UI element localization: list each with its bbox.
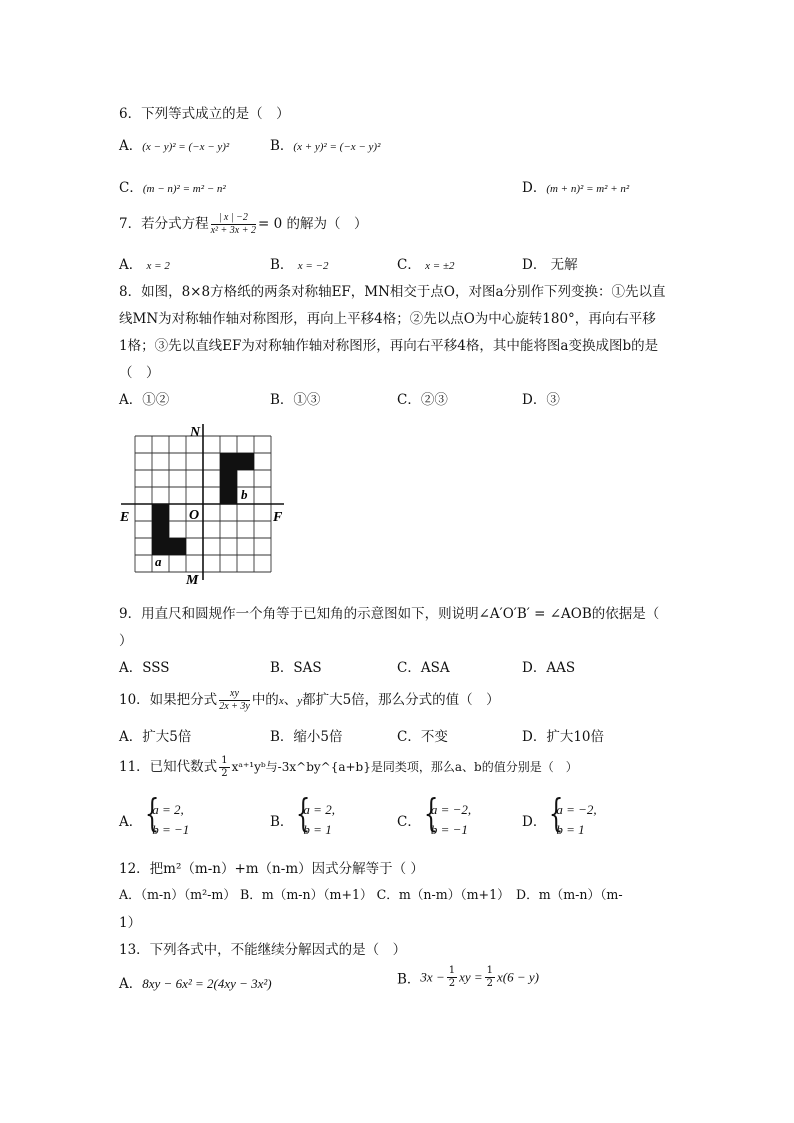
shape-b xyxy=(220,453,254,504)
shape-a xyxy=(152,504,186,555)
label-f: F xyxy=(273,510,283,525)
q9-option-d: D．AAS xyxy=(522,660,576,676)
label-m: M xyxy=(186,573,199,588)
q6-b-label: B． xyxy=(270,138,294,154)
q8-line-2: 线MN为对称轴作轴对称图形，再向上平移4格；②先以点O为中心旋转180°，再向右平移 xyxy=(119,311,656,327)
q13-b-label: B． xyxy=(397,971,421,988)
q7-b-label: B． xyxy=(270,257,294,273)
q10-option-a: A．扩大5倍 xyxy=(119,729,192,745)
q11-stem-pre: 11．已知代数式 xyxy=(119,759,218,775)
label-a: a xyxy=(155,554,162,569)
q6-a-label: A． xyxy=(119,138,143,154)
q8-option-a: A．①② xyxy=(119,392,170,408)
q7-c-expr: x = ±2 xyxy=(425,260,455,272)
q11-frac-den: 2 xyxy=(221,768,228,779)
q6-stem: 6．下列等式成立的是（ ） xyxy=(119,106,290,122)
q7-option-d xyxy=(522,253,578,273)
q10-frac-num: xy xyxy=(219,689,250,701)
q11-c-row1: { a = −2, xyxy=(430,802,472,817)
q10-fraction xyxy=(219,689,250,712)
q6-option-d xyxy=(522,176,629,196)
q8-grid-figure xyxy=(118,420,288,588)
q6-d-expr: (m + n)² = m² + n² xyxy=(546,183,630,195)
q10-sep: 、 xyxy=(283,692,298,708)
q13-b-post: x(6 − y) xyxy=(497,969,540,985)
q13-option-b xyxy=(397,966,539,989)
q9-option-c: C．ASA xyxy=(397,660,450,676)
q10-stem-pre: 10．如果把分式 xyxy=(119,692,218,708)
q8-option-b: B．①③ xyxy=(270,392,321,408)
q11-option-c xyxy=(397,800,471,840)
q9-option-b: B．SAS xyxy=(270,660,322,676)
q7-c-label: C． xyxy=(397,257,421,273)
q11-c-system xyxy=(421,800,471,840)
q13-b-frac2-num: 1 xyxy=(486,965,494,976)
q11-a-row2: b = −1 xyxy=(152,822,190,837)
q6-b-expr: (x + y)² = (−x − y)² xyxy=(293,141,381,153)
q12-options-tail: 1） xyxy=(119,915,142,931)
q13-b-mid: xy = xyxy=(459,969,483,985)
q7-option-b xyxy=(270,253,328,273)
q8-line-1: 8．如图，8×8方格纸的两条对称轴EF，MN相交于点O，对图a分别作下列变换：①先以直 xyxy=(119,284,666,300)
q7-option-a xyxy=(119,253,170,273)
q11-d-system xyxy=(546,800,596,840)
q13-b-frac1-den: 2 xyxy=(448,978,456,989)
q6-option-c xyxy=(119,176,226,196)
q13-b-pre: 3x − xyxy=(420,969,445,985)
q6-d-label: D． xyxy=(522,180,547,196)
q7-a-label: A． xyxy=(119,257,143,273)
q11-option-d xyxy=(522,800,597,840)
q10-var-y: y xyxy=(297,695,303,707)
q10-var-x: x xyxy=(278,695,284,707)
q13-stem: 13．下列各式中，不能继续分解因式的是（ ） xyxy=(119,942,407,958)
q10-frac-den: 2x + 3y xyxy=(219,701,250,712)
q7-a-expr: x = 2 xyxy=(146,260,170,272)
q12-options: A．（m-n）（m²-m） B．m（m-n）（m+1） C．m（n-m）（m+1） D．m（m-n）（m- xyxy=(119,887,623,902)
q11-d-row2: b = 1 xyxy=(556,822,585,837)
q7-d-label: D． xyxy=(522,257,547,273)
q6-option-a xyxy=(119,134,229,154)
label-n: N xyxy=(190,425,201,440)
q11-a-row1: { a = 2, xyxy=(152,802,184,817)
q9-option-a: A．SSS xyxy=(119,660,170,676)
q11-a-system xyxy=(142,800,189,840)
q11-fraction xyxy=(219,756,229,779)
q7-fraction xyxy=(211,213,256,236)
q11-option-a xyxy=(119,800,189,840)
q7-frac-num: | x | −2 xyxy=(211,213,256,225)
q13-option-a xyxy=(119,972,272,992)
q11-d-label: D． xyxy=(522,814,547,830)
q10-option-b: B．缩小5倍 xyxy=(270,729,343,745)
q11-c-row2: b = −1 xyxy=(430,822,468,837)
q10-stem xyxy=(119,688,500,712)
q8-option-d: D．③ xyxy=(522,392,560,408)
q12-stem: 12．把m²（m-n）+m（n-m）因式分解等于（ ） xyxy=(119,861,424,877)
q11-a-label: A． xyxy=(119,814,143,830)
q10-stem-mid: 中的 xyxy=(251,692,279,708)
q7-b-expr: x = −2 xyxy=(297,260,329,272)
q6-c-expr: (m − n)² = m² − n² xyxy=(142,183,226,195)
q11-stem xyxy=(119,755,578,779)
label-e: E xyxy=(120,510,130,525)
q9-line-2: ） xyxy=(119,633,133,649)
q11-b-row2: b = 1 xyxy=(303,822,332,837)
q11-stem-post: xᵃ⁺¹yᵇ与-3x^by^{a+b}是同类项，那么a、b的值分别是（ ） xyxy=(231,760,578,774)
q7-stem-pre: 7．若分式方程 xyxy=(119,216,209,232)
q13-a-expr: 8xy − 6x² = 2(4xy − 3x²) xyxy=(142,976,272,991)
label-o: O xyxy=(189,508,200,523)
q11-c-label: C． xyxy=(397,814,421,830)
q6-c-label: C． xyxy=(119,180,143,196)
q8-option-c: C．②③ xyxy=(397,392,448,408)
q7-stem xyxy=(119,212,367,236)
label-b: b xyxy=(241,487,248,502)
q11-option-b xyxy=(270,800,335,840)
q7-d-expr: 无解 xyxy=(550,257,578,273)
q11-b-row1: { a = 2, xyxy=(303,802,335,817)
q8-line-3: 1格；③先以直线EF为对称轴作轴对称图形，再向右平移4格，其中能将图a变换成图b的是 xyxy=(119,338,659,354)
q7-option-c xyxy=(397,253,454,273)
q7-stem-post: = 0 的解为（ ） xyxy=(257,216,368,232)
q6-a-expr: (x − y)² = (−x − y)² xyxy=(142,141,230,153)
q13-a-label: A． xyxy=(119,976,143,992)
q10-option-d: D．扩大10倍 xyxy=(522,729,605,745)
q11-b-label: B． xyxy=(270,814,294,830)
q11-b-system xyxy=(293,800,335,840)
q10-option-c: C．不变 xyxy=(397,729,448,745)
q8-line-4: （ ） xyxy=(119,365,160,381)
q9-line-1: 9．用直尺和圆规作一个角等于已知角的示意图如下，则说明∠A′O′B′ = ∠AOB的依据是（ xyxy=(119,606,660,622)
q10-stem-post: 都扩大5倍，那么分式的值（ ） xyxy=(302,692,500,708)
q6-option-b xyxy=(270,134,380,154)
q11-d-row1: { a = −2, xyxy=(556,802,597,817)
q13-b-frac1 xyxy=(447,966,457,989)
q11-frac-num: 1 xyxy=(221,755,228,766)
q7-frac-den: x² + 3x + 2 xyxy=(210,225,256,236)
q13-b-frac2 xyxy=(485,966,495,989)
q13-b-frac2-den: 2 xyxy=(486,978,494,989)
q13-b-frac1-num: 1 xyxy=(448,965,456,976)
